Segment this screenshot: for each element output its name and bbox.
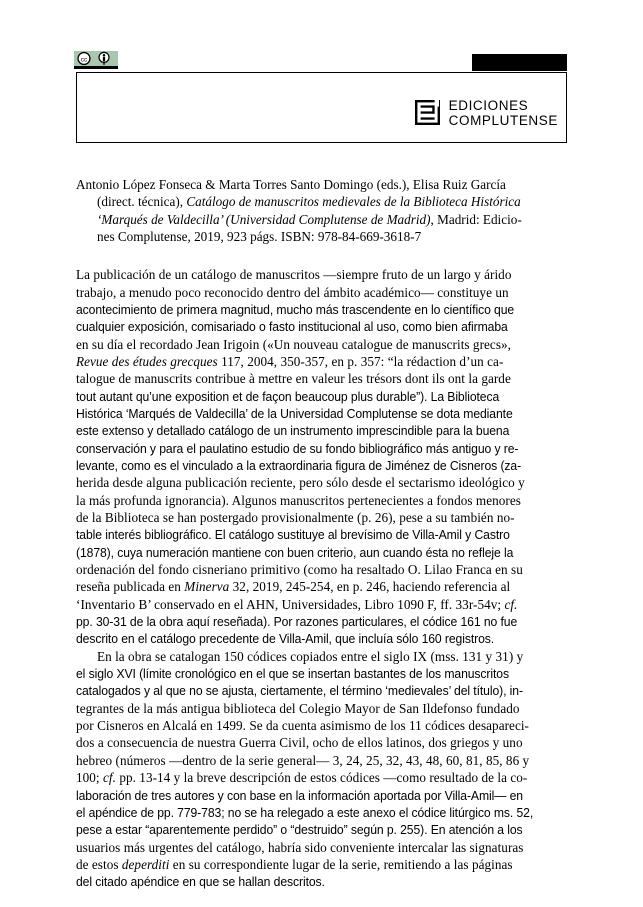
text-line: Histórica ‘Marqués de Valdecilla’ de la Universidad Complutense se dota mediante [76, 405, 513, 421]
text-line: usuarios más urgentes del catálogo, habría sido conveniente intercalar las signaturas [76, 839, 524, 855]
text-line: En la obra se catalogan 150 códices copiados entre el siglo IX (mss. 131 y 31) y [97, 648, 524, 664]
text-line: en su día el recordado Jean Irigoin («Un nouveau catalogue de manuscrits grecs», [76, 336, 512, 352]
text-line: pp. 30-31 de la obra aquí reseñada). Por razones particulares, el códice 161 no fue [76, 614, 518, 630]
text-line: reseña publicada en Minerva 32, 2019, 245-254, en p. 246, haciendo referencia al [76, 579, 511, 595]
text-line: trabajo, a menudo poco reconocido dentro del ámbito académico— constituye un [76, 284, 509, 300]
text-line: herida desde alguna publicación reciente, pero sólo desde el sectarismo ideológico y [76, 475, 525, 491]
publisher-wordmark [449, 99, 558, 125]
text-line: 100; cf. pp. 13-14 y la breve descripción de estos códices —como resultado de la co- [76, 770, 528, 786]
text-line: table interés bibliográfico. El catálogo sustituye al brevísimo de Villa-Amil y Castro [76, 527, 510, 543]
text-line: laboración de tres autores y con base en la información aportada por Villa-Amil— en [76, 787, 523, 803]
ediciones-complutense-mark-icon [415, 100, 440, 125]
text-line: de la Biblioteca se han postergado provisionalmente (p. 26), pese a su también no- [76, 510, 515, 525]
text-line: ordenación del fondo cisneriano primitivo (como ha resaltado O. Lilao Franca en su [76, 562, 523, 578]
text-line: tegrantes de la más antigua biblioteca del Colegio Mayor de San Ildefonso fundado [76, 700, 520, 716]
page-content [76, 176, 567, 891]
publisher-logo-box [76, 72, 567, 143]
text-line: dos a consecuencia de nuestra Guerra Civil, ocho de ellos latinos, dos griegos y uno [76, 735, 523, 751]
text-line: pese a estar “aparentemente perdido” o “destruido” según p. 255). En atención a los [76, 822, 523, 838]
publisher-name-line-1: EDICIONES [448, 99, 529, 113]
text-line: la más profunda ignorancia). Algunos manuscritos pertenecientes a fondos menores [76, 492, 521, 508]
bibliographic-reference [76, 176, 567, 245]
svg-text:cc: cc [80, 56, 88, 64]
text-line: este extenso y detallado catálogo de un instrumento imprescindible para la buena [76, 423, 510, 439]
text-line: tout autant qu’une exposition et de façon beaucoup plus durable”). La Biblioteca [76, 388, 500, 404]
reference-line: ‘Marqués de Valdecilla’ (Universidad Complutense de Madrid), Madrid: Edicio- [97, 211, 522, 227]
text-line: acontecimiento de primera magnitud, mucho más trascendente en lo científico que [76, 301, 515, 317]
cc-by-icon [74, 51, 118, 66]
text-line: conservación y para el paulatino estudio de su fondo bibliográfico más antiguo y re- [76, 440, 519, 456]
text-line: La publicación de un catálogo de manuscritos —siempre fruto de un largo y árido [76, 267, 512, 283]
text-line: cualquier exposición, comisariado o fasto institucional al uso, como bien afirmaba [76, 319, 508, 335]
review-paragraph-2 [76, 648, 567, 891]
text-line: Revue des études grecques 117, 2004, 350-357, en p. 357: “la rédaction d’un ca- [76, 353, 504, 369]
text-line: catalogados y al que no se ajusta, ciertamente, el término ‘medievales’ del título), in- [76, 683, 523, 699]
reference-line: nes Complutense, 2019, 923 págs. ISBN: 978-84-669-3618-7 [97, 228, 422, 244]
reference-line: (direct. técnica), Catálogo de manuscritos medievales de la Biblioteca Histórica [97, 194, 521, 210]
review-paragraph-1 [76, 266, 567, 648]
text-line: el apéndice de pp. 779-783; no se ha relegado a este anexo el códice litúrgico ms. 52, [76, 804, 534, 820]
text-line: el siglo XVI (límite cronológico en el que se insertan bastantes de los manuscritos [76, 666, 509, 682]
text-line: (1878), cuya numeración mantiene con buen criterio, aun cuando ésta no refleje la [76, 544, 514, 560]
creative-commons-license-badge[interactable] [74, 51, 118, 69]
publisher-logo [415, 99, 558, 125]
reference-line: Antonio López Fonseca & Marta Torres Santo Domingo (eds.), Elisa Ruiz García [76, 177, 506, 192]
text-line: hebreo (números —dentro de la serie general— 3, 24, 25, 32, 43, 48, 60, 81, 85, 86 y [76, 752, 530, 768]
text-line: ‘Inventario B’ conservado en el AHN, Universidades, Libro 1090 F, ff. 33r-54v; cf. [76, 596, 518, 612]
redacted-header-bar [472, 54, 567, 71]
text-line: por Cisneros en Alcalá en 1499. Se da cuenta asimismo de los 11 códices desapareci- [76, 718, 529, 734]
text-line: talogue de manuscrits contribue à mettre en valeur les trésors dont ils ont la garde [76, 371, 511, 387]
publisher-name-line-2: COMPLUTENSE [448, 112, 558, 125]
text-line: del citado apéndice en que se hallan descritos. [76, 874, 325, 890]
text-line: descrito en el catálogo precedente de Villa-Amil, que incluía sólo 160 registros. [76, 631, 495, 647]
text-line: levante, como es el vinculado a la extraordinaria figura de Jiménez de Cisneros (za- [76, 457, 522, 473]
text-line: de estos deperditi en su correspondiente lugar de la serie, remitiendo a las páginas [76, 856, 513, 872]
